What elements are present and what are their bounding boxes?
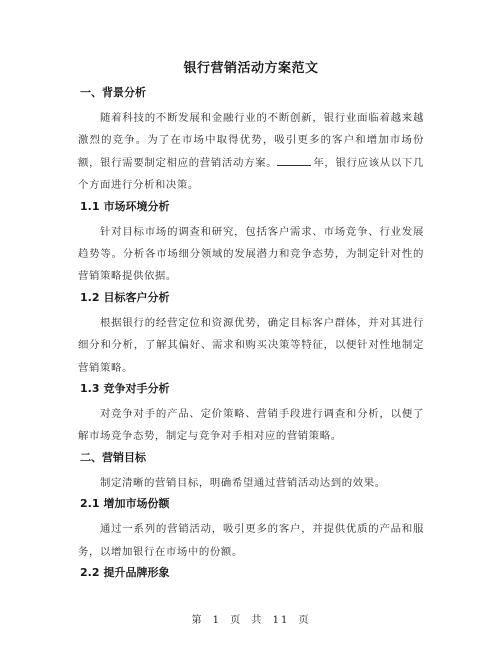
paragraph-text: 随着科技的不断发展和金融行业的不断创新，银行业面临着越来越激烈的竞争。为了在市场中取得优势，吸引更多的客户和增加市场份额，银行需要制定相应的营销活动方案。 <box>78 112 424 169</box>
footer-total-pages: 11 <box>272 615 290 626</box>
paragraph-marketing-goals: 制定清晰的营销目标，明确希望通过营销活动达到的效果。 <box>100 476 386 489</box>
section-heading-marketing-goals <box>78 451 424 465</box>
paragraph-market-share: 通过一系列的营销活动，吸引更多的客户，并提供优质的产品和服务，以增加银行在市场中的份额。 <box>78 523 424 558</box>
heading-text: 一、背景分析 <box>80 86 146 99</box>
paragraph-text-continued: 年，银行应该从以下几个方面进行分析和决策。 <box>78 156 424 192</box>
heading-number: 2.2 <box>80 566 100 580</box>
document-title: 银行营销活动方案范文 <box>183 61 319 76</box>
subsection-heading-brand-image <box>78 566 424 580</box>
paragraph-market-environment: 针对目标市场的调查和研究，包括客户需求、市场竞争、行业发展趋势等。分析各市场细分领域的发展潜力和竞争态势，为制定针对性的营销策略提供依据。 <box>78 225 424 283</box>
heading-number: 1.2 <box>80 290 100 304</box>
paragraph-background <box>78 107 424 197</box>
subsection-heading-market-share <box>78 497 424 511</box>
heading-text: 二、营销目标 <box>80 450 146 464</box>
heading-text: 市场环境分析 <box>103 199 170 213</box>
subsection-heading-market-environment <box>78 200 424 214</box>
paragraph-target-customers: 根据银行的经营定位和资源优势，确定目标客户群体，并对其进行细分和分析，了解其偏好、需求和购买决策等特征，以便针对性地制定营销策略。 <box>78 316 424 374</box>
heading-number: 2.1 <box>80 497 100 511</box>
footer-total-unit: 页 <box>298 615 311 626</box>
heading-number: 1.1 <box>80 199 100 213</box>
document-body <box>78 86 424 587</box>
page-footer <box>0 611 502 626</box>
heading-text: 目标客户分析 <box>103 290 170 304</box>
subsection-heading-target-customers <box>78 291 424 305</box>
footer-page-number: 1 <box>212 615 222 626</box>
subsection-heading-competitors <box>78 382 424 396</box>
footer-page-unit: 页 <box>230 615 243 626</box>
paragraph-competitors: 对竞争对手的产品、定价策略、营销手段进行调查和分析，以便了解市场竞争态势，制定与竞争对手相对应的营销策略。 <box>78 408 424 443</box>
blank-line <box>277 155 311 166</box>
heading-number: 1.3 <box>80 382 100 396</box>
heading-text: 竞争对手分析 <box>103 382 170 396</box>
heading-text: 提升品牌形象 <box>103 566 170 580</box>
section-heading-background <box>78 86 424 100</box>
heading-text: 增加市场份额 <box>103 497 170 511</box>
footer-prefix: 第 <box>191 615 204 626</box>
footer-total-prefix: 共 <box>251 615 264 626</box>
